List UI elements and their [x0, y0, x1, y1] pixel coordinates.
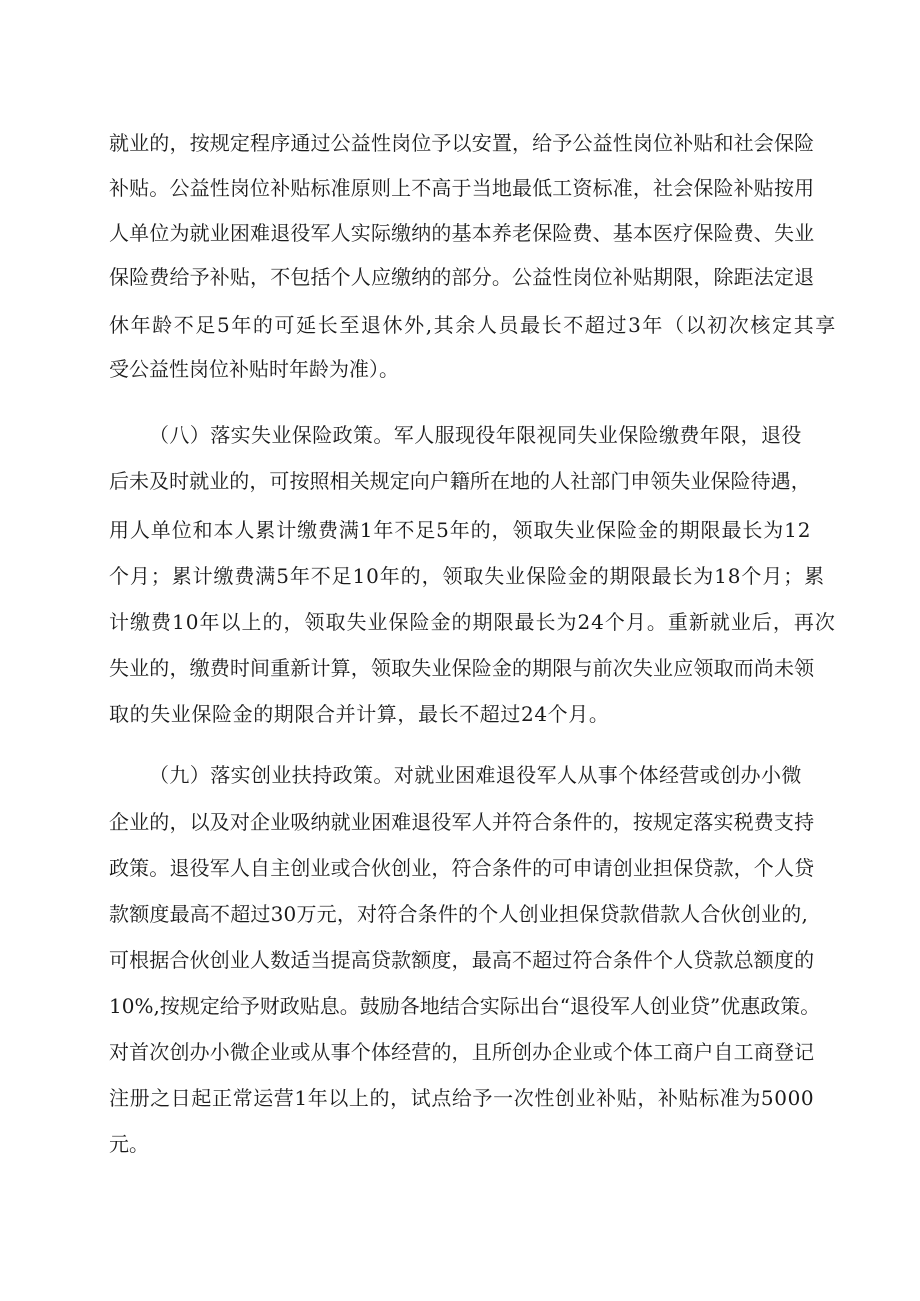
paragraph-3-line-4: 款额度最高不超过30万元，对符合条件的个人创业担保贷款借款人合伙创业的, — [109, 902, 809, 926]
paragraph-2-line-1: （八）落实失业保险政策。军人服现役年限视同失业保险缴费年限，退役 — [149, 423, 802, 447]
paragraph-3-line-7: 对首次创办小微企业或从事个体经营的，且所创办企业或个体工商户自工商登记 — [109, 1040, 815, 1064]
paragraph-2-line-2: 后未及时就业的，可按照相关规定向户籍所在地的人社部门申领失业保险待遇， — [109, 469, 811, 493]
paragraph-3-line-3: 政策。退役军人自主创业或合伙创业，符合条件的可申请创业担保贷款，个人贷 — [109, 856, 815, 880]
paragraph-1-line-2: 补贴。公益性岗位补贴标准原则上不高于当地最低工资标准，社会保险补贴按用 — [109, 176, 815, 200]
paragraph-2-line-4: 个月；累计缴费满5年不足10年的，领取失业保险金的期限最长为18个月；累 — [109, 564, 826, 588]
paragraph-3-line-1: （九）落实创业扶持政策。对就业困难退役军人从事个体经营或创办小微 — [149, 763, 802, 787]
paragraph-3-line-5: 可根据合伙创业人数适当提高贷款额度，最高不超过符合条件个人贷款总额度的 — [109, 948, 815, 972]
paragraph-1-line-3: 人单位为就业困难退役军人实际缴纳的基本养老保险费、基本医疗保险费、失业 — [109, 221, 815, 245]
paragraph-3-line-2: 企业的，以及对企业吸纳就业困难退役军人并符合条件的，按规定落实税费支持 — [109, 810, 815, 834]
paragraph-1-line-4: 保险费给予补贴，不包括个人应缴纳的部分。公益性岗位补贴期限，除距法定退 — [109, 265, 815, 289]
paragraph-2-line-5: 计缴费10年以上的，领取失业保险金的期限最长为24个月。重新就业后，再次 — [109, 610, 836, 634]
paragraph-2-line-6: 失业的，缴费时间重新计算，领取失业保险金的期限与前次失业应领取而尚未领 — [109, 656, 815, 680]
paragraph-3-line-6: 10%,按规定给予财政贴息。鼓励各地结合实际出台“退役军人创业贷”优惠政策。 — [109, 994, 821, 1018]
paragraph-1-line-6: 受公益性岗位补贴时年龄为准）。 — [109, 357, 399, 381]
paragraph-3-line-9: 元。 — [109, 1132, 149, 1156]
paragraph-1-line-5: 休年龄不足5年的可延长至退休外,其余人员最长不超过3年（以初次核定其享 — [109, 313, 837, 337]
paragraph-3-line-8: 注册之日起正常运营1年以上的，试点给予一次性创业补贴，补贴标准为5000 — [109, 1086, 815, 1110]
paragraph-1-line-1: 就业的，按规定程序通过公益性岗位予以安置，给予公益性岗位补贴和社会保险 — [109, 131, 815, 155]
paragraph-2-line-3: 用人单位和本人累计缴费满1年不足5年的，领取失业保险金的期限最长为12 — [109, 518, 812, 542]
paragraph-2-line-7: 取的失业保险金的期限合并计算，最长不超过24个月。 — [109, 702, 610, 726]
